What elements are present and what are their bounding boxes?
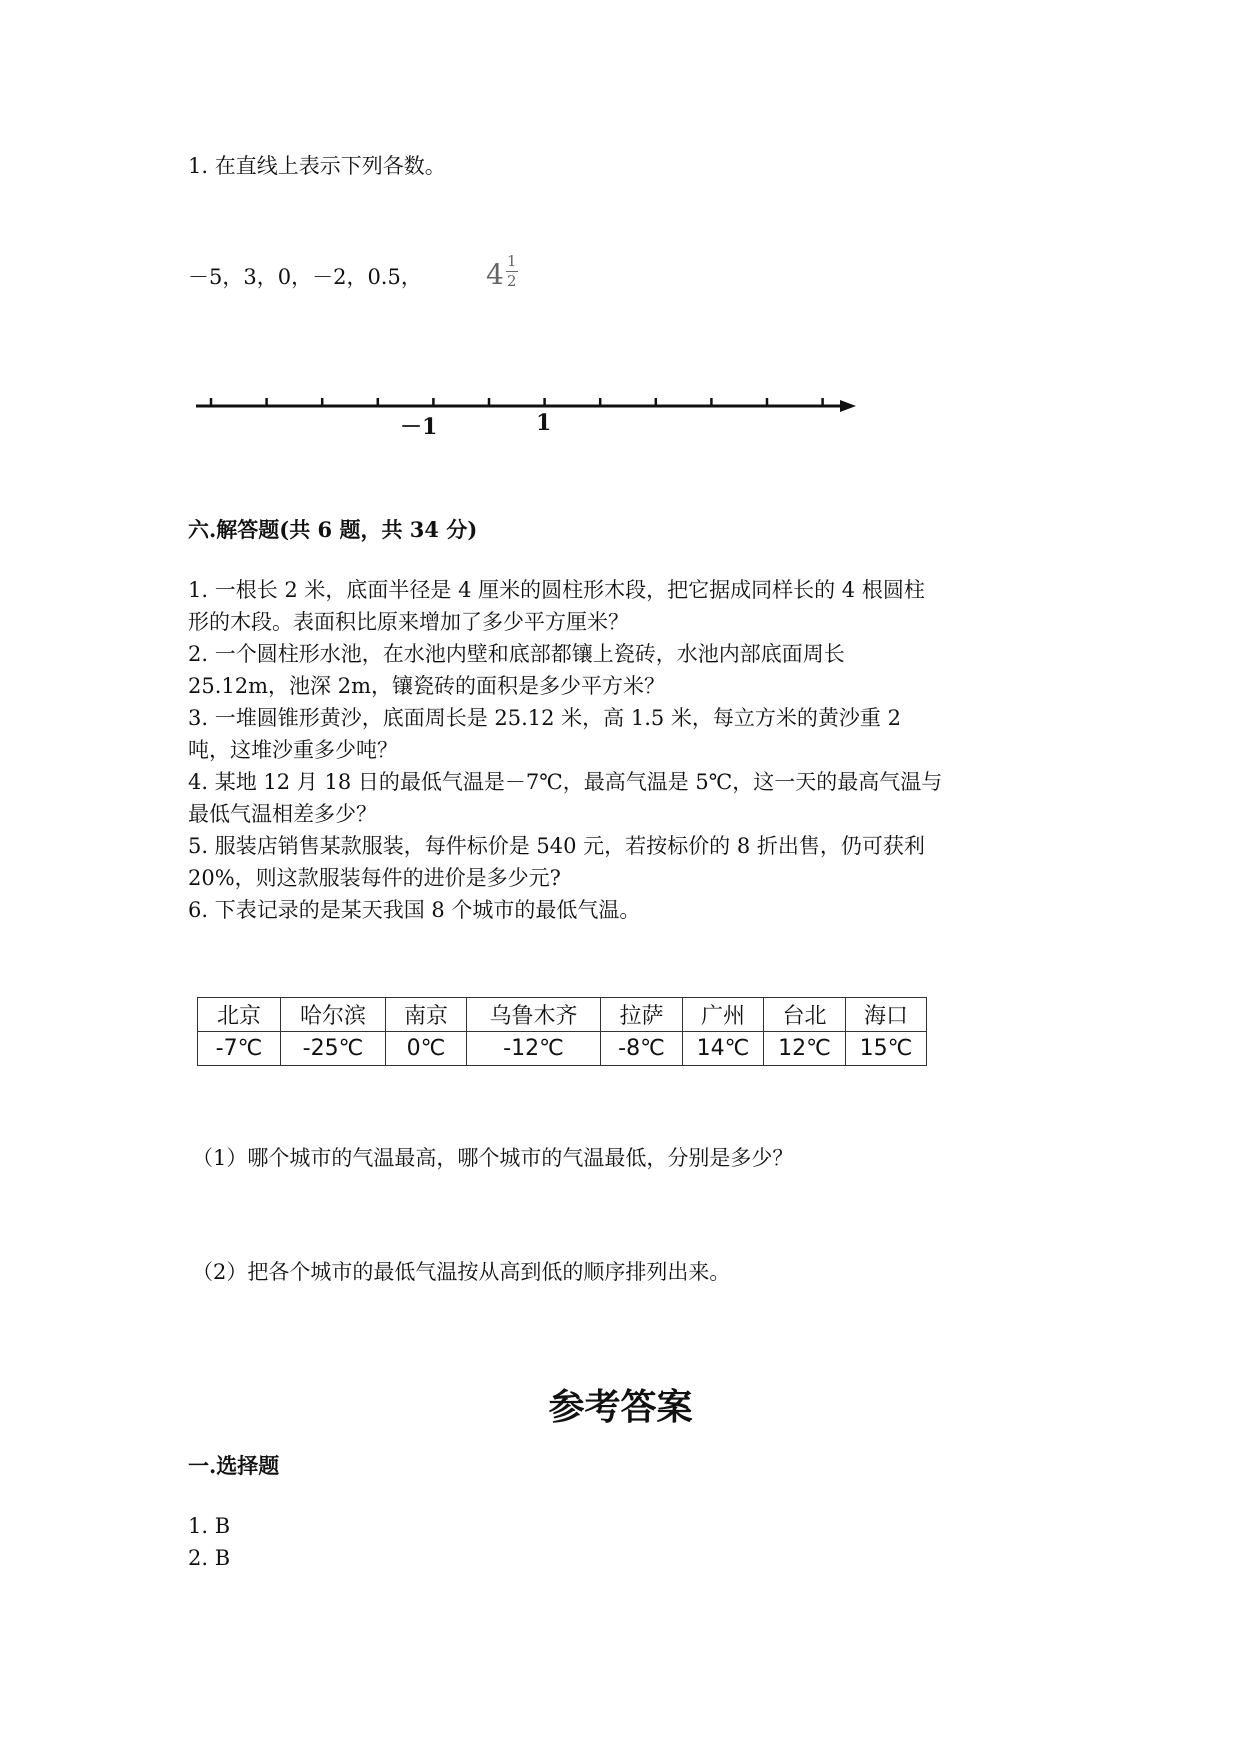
number-line-arrow	[840, 400, 856, 412]
table-cell: 哈尔滨	[281, 998, 386, 1032]
question-line: 1. 一根长 2 米，底面半径是 4 厘米的圆柱形木段，把它据成同样长的 4 根圆柱	[188, 578, 925, 602]
question-line: 20%，则这款服装每件的进价是多少元?	[188, 866, 561, 890]
table-row-temps	[198, 1032, 927, 1066]
temperature-table	[197, 997, 927, 1066]
question-line: 5. 服装店销售某款服装，每件标价是 540 元，若按标价的 8 折出售，仍可获利	[188, 834, 925, 858]
table-cell: -25℃	[281, 1032, 386, 1066]
question-line: 6. 下表记录的是某天我国 8 个城市的最低气温。	[188, 898, 641, 922]
table-cell: 广州	[683, 998, 764, 1032]
label-pos-one: 1	[536, 410, 552, 436]
table-cell: 乌鲁木齐	[467, 998, 601, 1032]
question-line: 最低气温相差多少？	[188, 802, 377, 826]
mixed-number-denominator: 2	[507, 272, 517, 290]
table-cell: 14℃	[683, 1032, 764, 1066]
table-cell: -7℃	[198, 1032, 281, 1066]
answer-item: 2. B	[188, 1546, 231, 1570]
sub-question-1: （1）哪个城市的气温最高，哪个城市的气温最低，分别是多少？	[192, 1146, 794, 1170]
table-cell: -8℃	[601, 1032, 683, 1066]
question-line: 3. 一堆圆锥形黄沙，底面周长是 25.12 米，高 1.5 米，每立方米的黄沙重 2	[188, 706, 901, 730]
table-cell: 拉萨	[601, 998, 683, 1032]
number-line	[0, 0, 1241, 460]
table-cell: 南京	[386, 998, 467, 1032]
answer-item: 1. B	[188, 1514, 231, 1538]
mixed-number-numerator: 1	[507, 252, 517, 270]
question-line: 形的木段。表面积比原来增加了多少平方厘米？	[188, 610, 629, 634]
table-cell: 北京	[198, 998, 281, 1032]
label-neg-one: －1	[400, 414, 438, 440]
question-line: 25.12m，池深 2m，镶瓷砖的面积是多少平方米？	[188, 674, 665, 698]
question-instruction: 1. 在直线上表示下列各数。	[188, 154, 446, 178]
number-list: －5，3，0，－2，0.5，	[188, 265, 422, 289]
section6-questions	[188, 574, 942, 926]
table-cell: 台北	[764, 998, 846, 1032]
table-cell: 海口	[846, 998, 927, 1032]
question-line: 4. 某地 12 月 18 日的最低气温是－7℃，最高气温是 5℃，这一天的最高气温与	[188, 770, 943, 794]
mixed-number-whole: 4	[486, 258, 504, 291]
section6-heading: 六.解答题(共 6 题，共 34 分)	[188, 517, 478, 542]
table-cell: 15℃	[846, 1032, 927, 1066]
question-line: 2. 一个圆柱形水池，在水池内壁和底部都镶上瓷砖，水池内部底面周长	[188, 642, 845, 666]
table-row-cities	[198, 998, 927, 1032]
answers-section1-heading: 一.选择题	[188, 1453, 280, 1478]
question-line: 吨，这堆沙重多少吨？	[188, 738, 398, 762]
table-cell: 0℃	[386, 1032, 467, 1066]
answers-title: 参考答案	[548, 1386, 693, 1428]
table-cell: -12℃	[467, 1032, 601, 1066]
sub-question-2: （2）把各个城市的最低气温按从高到低的顺序排列出来。	[192, 1260, 731, 1284]
table-cell: 12℃	[764, 1032, 846, 1066]
